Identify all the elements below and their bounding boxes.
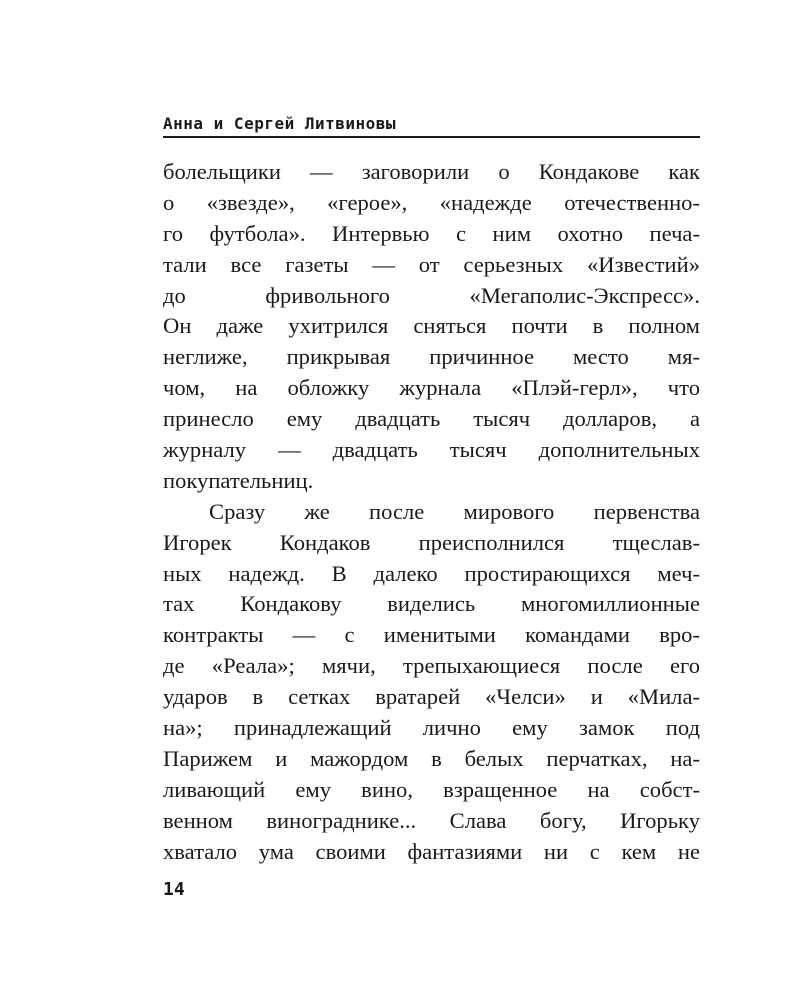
text-line: тали все газеты — от серьезных «Известий»: [163, 251, 700, 277]
text-line: на»; принадлежащий лично ему замок под: [163, 715, 700, 741]
text-line: контракты — с именитыми командами вро-: [163, 622, 700, 648]
page-number: 14: [163, 879, 185, 900]
text-line: ливающий ему вино, взращенное на собст-: [163, 776, 700, 802]
body-text: [163, 157, 700, 867]
text-line: Он даже ухитрился сняться почти в полном: [163, 313, 700, 339]
text-line: ударов в сетках вратарей «Челси» и «Мила-: [163, 684, 700, 710]
text-line: венном винограднике... Слава богу, Игорьку: [163, 807, 700, 833]
text-line: неглиже, прикрывая причинное место мя-: [163, 344, 700, 370]
text-line: болельщики — заговорили о Кондакове как: [163, 159, 700, 184]
text-line: до фривольного «Мегаполис-Экспресс».: [163, 282, 700, 308]
header-rule: [163, 136, 700, 138]
text-line: тах Кондакову виделись многомиллионные: [163, 591, 700, 617]
text-line: Сразу же после мирового первенства: [209, 498, 700, 524]
text-line: Парижем и мажордом в белых перчатках, на-: [163, 745, 700, 771]
text-line: ных надежд. В далеко простирающихся меч-: [163, 560, 700, 586]
text-line: де «Реала»; мячи, трепыхающиеся после его: [163, 653, 700, 679]
text-line: о «звезде», «герое», «надежде отечественно-: [163, 189, 700, 215]
text-line: покупательниц.: [163, 467, 314, 493]
text-line: Игорек Кондаков преисполнился тщеслав-: [163, 529, 700, 555]
text-line: журналу — двадцать тысяч дополнительных: [163, 437, 700, 463]
text-line: го футбола». Интервью с ним охотно печа-: [163, 220, 700, 246]
running-header: Анна и Сергей Литвиновы: [163, 114, 397, 133]
text-line: принесло ему двадцать тысяч долларов, а: [163, 406, 700, 432]
text-line: чом, на обложку журнала «Плэй-герл», что: [163, 375, 700, 401]
text-line: хватало ума своими фантазиями ни с кем не: [163, 838, 700, 864]
